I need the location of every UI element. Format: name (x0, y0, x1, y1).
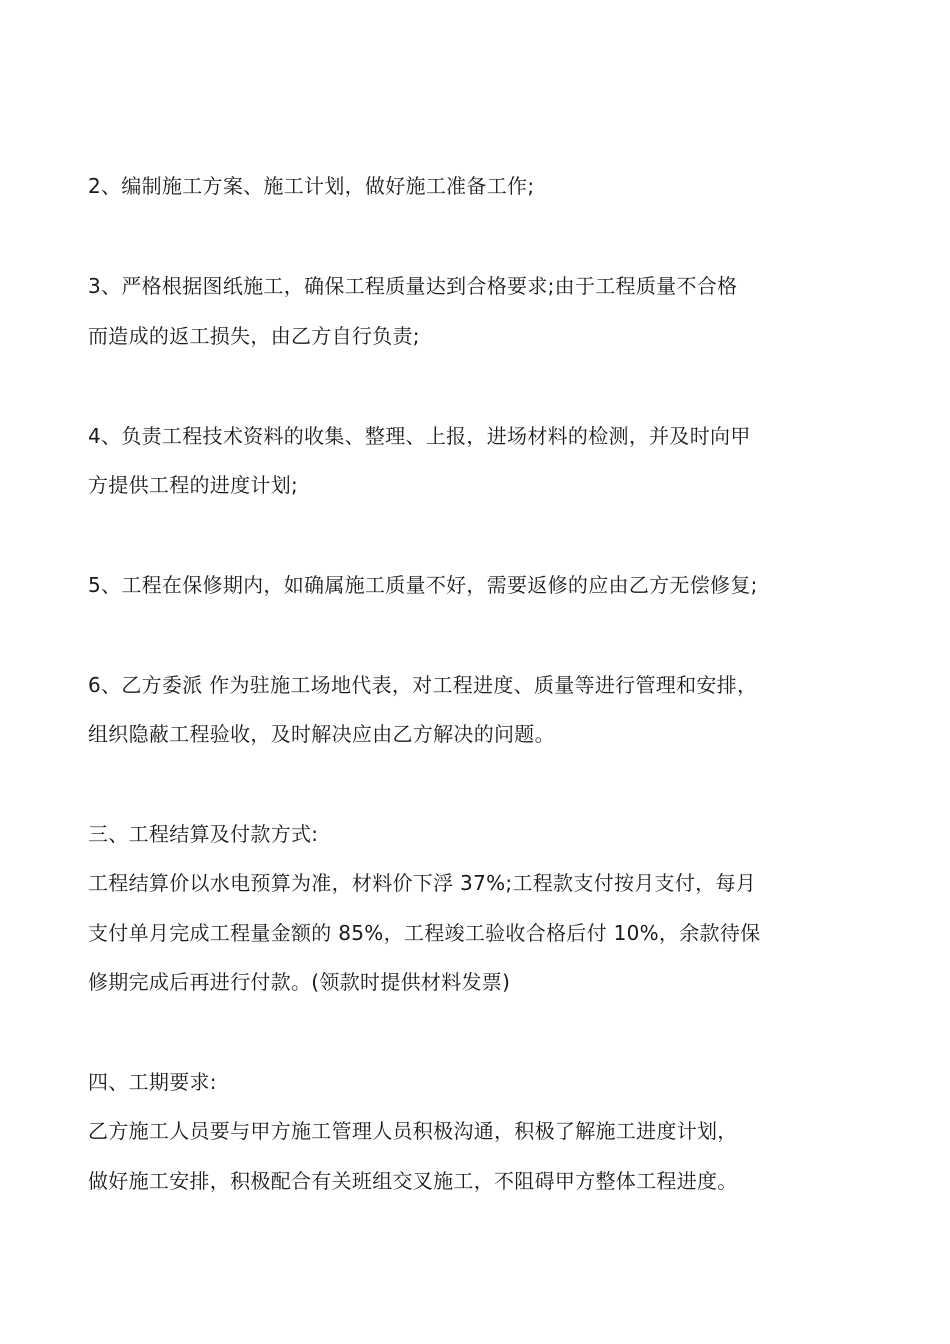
item-5-line-1: 5、工程在保修期内，如确属施工质量不好，需要返修的应由乙方无偿修复; (88, 573, 758, 597)
section-3-line-3: 修期完成后再进行付款。(领款时提供材料发票) (88, 970, 511, 994)
item-3-line-1: 3、严格根据图纸施工，确保工程质量达到合格要求;由于工程质量不合格 (88, 274, 738, 298)
item-2-line-1: 2、编制施工方案、施工计划，做好施工准备工作; (88, 174, 535, 198)
item-6-line-2: 组织隐蔽工程验收，及时解决应由乙方解决的问题。 (88, 722, 555, 746)
item-4-line-2: 方提供工程的进度计划; (88, 473, 299, 497)
item-3-line-2: 而造成的返工损失，由乙方自行负责; (88, 324, 420, 348)
section-3-heading: 三、工程结算及付款方式: (88, 822, 319, 846)
section-3-line-1: 工程结算价以水电预算为准，材料价下浮 37%;工程款支付按月支付，每月 (88, 871, 757, 895)
section-4-line-2: 做好施工安排，积极配合有关班组交叉施工，不阻碍甲方整体工程进度。 (88, 1169, 738, 1193)
item-4-line-1: 4、负责工程技术资料的收集、整理、上报，进场材料的检测，并及时向甲 (88, 424, 751, 448)
section-3-line-2: 支付单月完成工程量金额的 85%，工程竣工验收合格后付 10%，余款待保 (88, 921, 761, 945)
section-4-heading: 四、工期要求: (88, 1070, 217, 1094)
item-6-line-1: 6、乙方委派 作为驻施工场地代表，对工程进度、质量等进行管理和安排， (88, 673, 758, 697)
section-4-line-1: 乙方施工人员要与甲方施工管理人员积极沟通，积极了解施工进度计划， (88, 1119, 738, 1143)
